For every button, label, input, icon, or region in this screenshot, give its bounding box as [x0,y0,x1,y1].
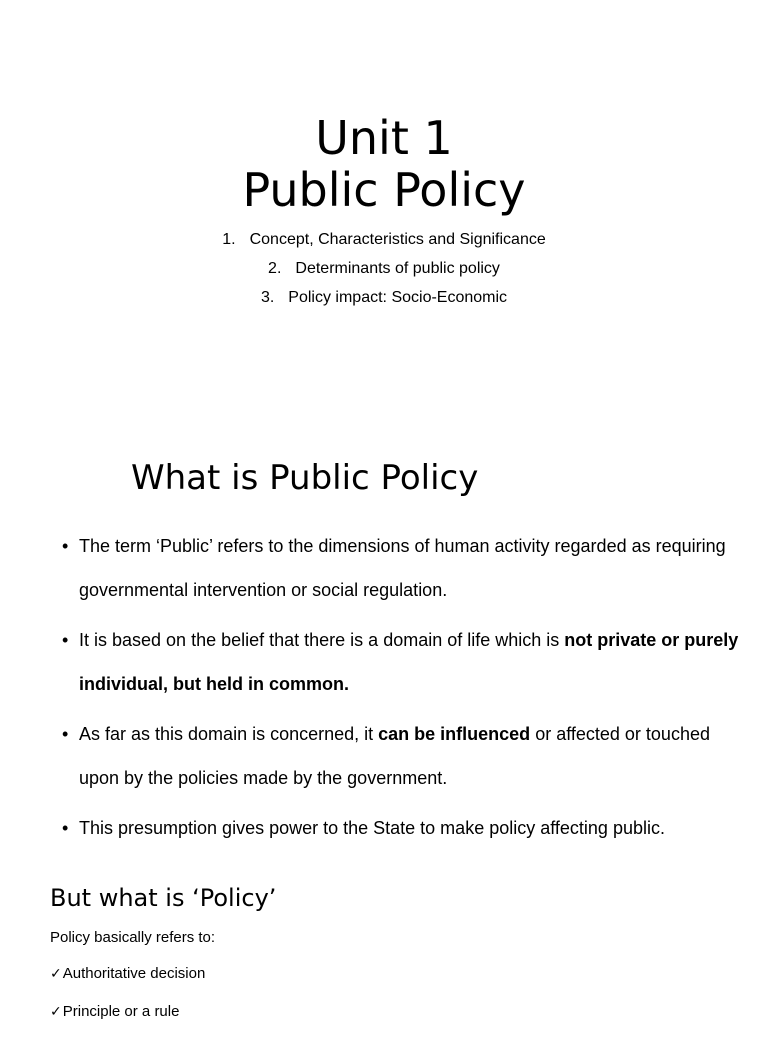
intro-text: Policy basically refers to: [50,929,216,946]
checklist-item [50,962,205,1000]
bullet-text-continued: or affected or touched upon by the policies made by the government. [79,724,710,788]
bullet-item [62,618,742,706]
checklist-item [50,1000,205,1038]
bullet-emphasis: not private or purely individual, but held in common. [79,630,739,694]
bullet-emphasis: can be influenced [378,724,531,744]
checklist-text: Principle or a rule [62,1003,180,1020]
topic-text: Determinants of public policy [295,260,500,277]
topic-text: Concept, Characteristics and Significance [249,231,546,248]
checklist-text: Authoritative decision [62,965,206,982]
checklist [50,962,205,1038]
bullet-icon: • [62,630,69,650]
topic-item [0,257,768,286]
bullet-text: This presumption gives power to the State to make policy affecting public. [79,818,665,838]
title-line-unit: Unit 1 [315,111,453,165]
bullet-item [62,806,742,850]
bullet-text: It is based on the belief that there is a domain of life which is [79,630,565,650]
bullet-icon: • [62,536,69,556]
topic-number: 1. [222,231,236,248]
title-line-topic: Public Policy [242,163,526,217]
topic-number: 2. [268,260,282,277]
slide-title [0,112,768,216]
bullet-text: The term ‘Public’ refers to the dimensions of human activity regarded as requiring governmental intervention or social regulation. [79,536,726,600]
definition-bullets [62,524,742,856]
checkmark-icon: ✓ [50,1004,62,1020]
bullet-text: As far as this domain is concerned, it [79,724,379,744]
checkmark-icon: ✓ [50,966,62,982]
topic-item [0,228,768,257]
topic-number: 3. [260,289,275,306]
bullet-item [62,524,742,612]
bullet-item [62,712,742,800]
topics-list [0,228,768,315]
subsection-heading: But what is ‘Policy’ [50,884,277,912]
topic-item [0,286,768,315]
topic-text: Policy impact: Socio-Economic [288,289,508,306]
section-heading: What is Public Policy [131,458,479,498]
bullet-icon: • [62,724,69,744]
bullet-icon: • [62,818,69,838]
